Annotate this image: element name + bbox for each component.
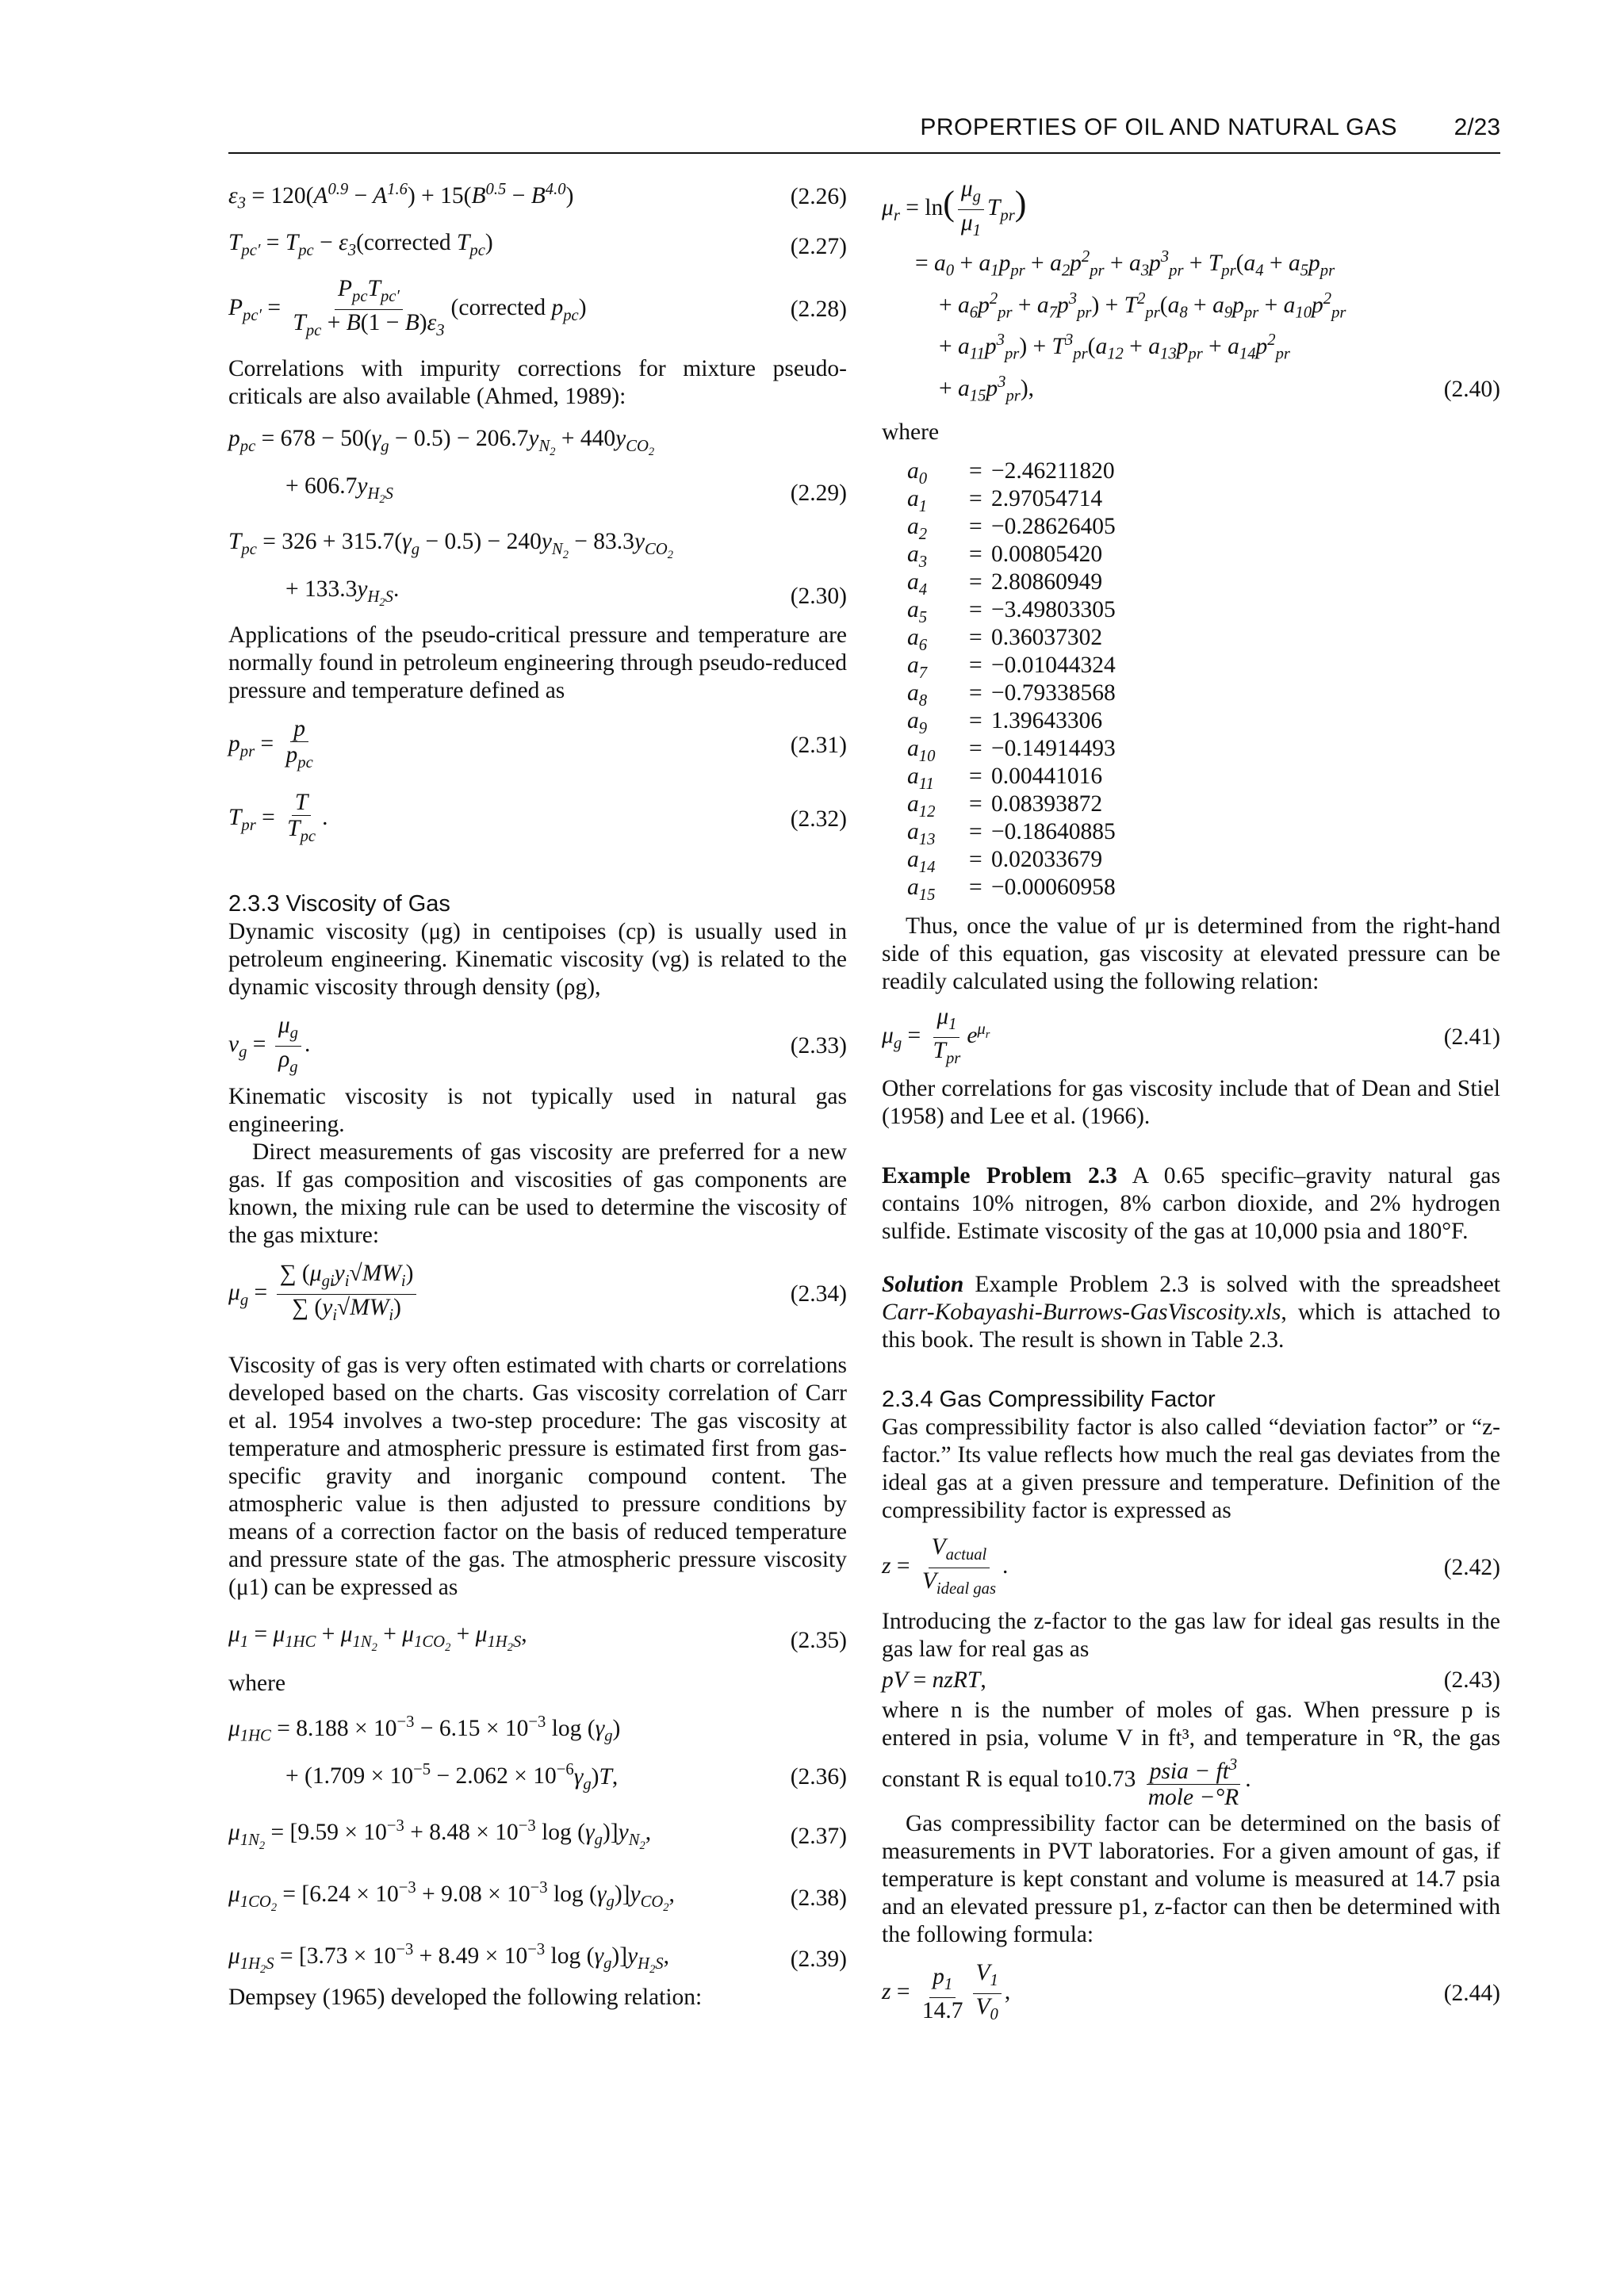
coefficient-value: −3.49803305 [991, 596, 1116, 622]
coefficient-value: 2.80860949 [991, 568, 1103, 595]
coefficient-row [907, 846, 1500, 874]
moles-text: where n is the number of moles of gas. When pressure p is entered in psia, volume V in ft³, and temperature in °R, the gas constant R is equal to10.73 [882, 1698, 1500, 1793]
equation-2-40-line3: + $a_6p^2_{pr} + a_7p^3_{pr}) + T^2_{pr}(a_8 + a_9p_{pr} + a_{10}p^2_{pr}$ [939, 289, 1346, 322]
equation-number: (2.30) [790, 583, 847, 609]
coefficient-name: $a_5$ [907, 596, 928, 626]
equation-number: (2.28) [790, 296, 847, 322]
equation-2-41: $\mu_g$ = $\frac{\mu_1}{T_{pr}}$ $e^{\mu_r}$ (2.41) [882, 1003, 1500, 1067]
equation-number: (2.34) [790, 1280, 847, 1307]
coefficient-name: $a_{11}$ [907, 763, 934, 793]
equals-sign: = [969, 763, 982, 789]
equals-sign: = [969, 457, 982, 484]
equals-sign: = [969, 790, 982, 817]
equation-number: (2.31) [790, 733, 847, 759]
where-label: where [882, 419, 940, 445]
coefficient-name: $a_0$ [907, 457, 928, 488]
coefficient-value: 0.08393872 [991, 790, 1103, 817]
example-problem-2-3 [882, 1162, 1500, 1246]
equation-2-37: $\mu_{1N_2} = [9.59 \times 10^{-3} + 8.48 \times 10^{-3}$ $\log (\gamma_g)]y_{N_2}$, (2.37) [228, 1817, 847, 1853]
equation-2-44: z = $\frac{p_1}{14.7}$ $\frac{V_1}{V_0}$ , (2.44) [882, 1960, 1500, 2023]
equation-2-32: $T_{pr}$ = $\frac{T}{T_{pc}}$ . (2.32) [228, 790, 847, 846]
coefficient-value: 0.02033679 [991, 846, 1103, 872]
solution-text-a: Example Problem 2.3 is solved with the spreadsheet [963, 1272, 1500, 1298]
paragraph-kinematic: Kinematic viscosity is not typically used in natural gas engineering. [228, 1084, 847, 1138]
equals-sign: = [969, 874, 982, 900]
coefficient-value: 0.00805420 [991, 541, 1103, 567]
coefficient-row [907, 513, 1500, 541]
paragraph-other-correlations: Other correlations for gas viscosity include that of Dean and Stiel (1958) and Lee et al. (1966). [882, 1076, 1500, 1130]
equation-2-33: $\nu_g$ = $\frac{\mu_g}{\rho_g}$ . (2.33) [228, 1013, 847, 1077]
coefficient-row [907, 568, 1500, 599]
coefficient-name: $a_{10}$ [907, 735, 936, 765]
equation-2-26: $\varepsilon_3 = 120(A^{0.9} - A^{1.6}) + 15(B^{0.5} - B^{4.0})$ (2.26) [228, 181, 847, 212]
coefficient-value: 0.00441016 [991, 763, 1103, 789]
equals-sign: = [969, 652, 982, 678]
coefficient-name: $a_9$ [907, 707, 928, 737]
paragraph-intro-z: Introducing the z-factor to the gas law for ideal gas results in the gas law for real gas as [882, 1609, 1500, 1663]
equation-2-28: $P_{pc'}$ = $\frac{P_{pc}T_{pc'}}{T_{pc} + B(1 - B)\varepsilon_3}$ (corrected $p_{pc}$) (2.28) [228, 275, 847, 339]
coefficient-value: 1.39643306 [991, 707, 1103, 733]
paragraph-moles: where n is the number of moles of gas. When pressure p is entered in psia, volume V in ft³, and temperature in °R, the gas constant R is equal to10.73 $\frac{psia - ft^3}{\text{mole −°R}}$ . [882, 1698, 1500, 1811]
paragraph-applications: Applications of the pseudo-critical pressure and temperature are normally found in petroleum engineering through pseudo-reduced pressure and temperature defined as [228, 622, 847, 704]
equation-number: (2.40) [1443, 376, 1500, 402]
coefficient-name: $a_2$ [907, 513, 928, 543]
right-column [882, 176, 1500, 2027]
coefficient-list [882, 457, 1500, 902]
equals-sign: = [969, 846, 982, 872]
equation-number: (2.33) [790, 1033, 847, 1059]
coefficient-name: $a_{13}$ [907, 818, 936, 848]
equation-2-34: $\mu_g$ = $\frac{\sum (\mu_{gi}y_i√MW_i)}{\sum (y_i√MW_i)}$ (2.34) [228, 1261, 847, 1324]
equation-2-29: $p_{pc} = 678 - 50(\gamma_g - 0.5) - 206.7y_{N_2} + 440y_{CO_2}$ [228, 426, 655, 459]
coefficient-row [907, 818, 1500, 846]
equation-2-36-cont: + $(1.709 \times 10^{-5} - 2.062 \times 10^{-6}\gamma_g)T$, (2.36) [285, 1761, 847, 1793]
equals-sign: = [969, 513, 982, 539]
coefficient-name: $a_3$ [907, 541, 928, 571]
coefficient-value: −0.79338568 [991, 679, 1116, 706]
coefficient-value: −0.00060958 [991, 874, 1116, 900]
equals-sign: = [969, 707, 982, 733]
coefficient-row [907, 596, 1500, 624]
equals-sign: = [969, 624, 982, 650]
coefficient-row [907, 790, 1500, 821]
coefficient-row [907, 541, 1500, 571]
equation-number: (2.41) [1443, 1024, 1500, 1050]
coefficient-name: $a_7$ [907, 652, 928, 682]
equals-sign: = [969, 541, 982, 567]
coefficient-row [907, 457, 1500, 488]
equation-2-31: $p_{pr}$ = $\frac{p}{p_{pc}}$ (2.31) [228, 716, 847, 772]
paragraph-pvt: Gas compressibility factor can be determined on the basis of measurements in PVT laboratories. For a given amount of gas, if temperature is kept constant and volume is measured at 14.7 psia and an elevated pressure p1, z-factor can then be determined with the following formula: [882, 1811, 1500, 1948]
equation-2-29-cont: + $606.7y_{H_2S}$ (2.29) [285, 473, 847, 507]
spreadsheet-filename: Carr-Kobayashi-Burrows-GasViscosity.xls [882, 1300, 1281, 1326]
left-column [228, 176, 847, 2012]
equation-number: (2.32) [790, 806, 847, 833]
coefficient-name: $a_4$ [907, 568, 928, 599]
equation-number: (2.44) [1443, 1980, 1500, 2006]
coefficient-value: −0.28626405 [991, 513, 1116, 539]
coefficient-row [907, 763, 1500, 793]
coefficient-name: $a_{14}$ [907, 846, 936, 876]
paragraph-impurity: Correlations with impurity corrections for mixture pseudo-criticals are also available (Ahmed, 1989): [228, 356, 847, 410]
coefficient-name: $a_{15}$ [907, 874, 936, 904]
equation-number: (2.42) [1443, 1555, 1500, 1581]
coefficient-row [907, 735, 1500, 763]
coefficient-value: −2.46211820 [991, 457, 1115, 484]
coefficient-value: −0.14914493 [991, 735, 1116, 761]
coefficient-row [907, 874, 1500, 902]
example-text: A 0.65 specific–gravity natural gas contains 10% nitrogen, 8% carbon dioxide, and 2% hydrogen sulfide. Estimate viscosity of the gas at 10,000 psia and 180°F. [882, 1163, 1501, 1245]
header-title: PROPERTIES OF OIL AND NATURAL GAS [920, 114, 1397, 140]
coefficient-value: 2.97054714 [991, 485, 1103, 511]
equals-sign: = [969, 485, 982, 511]
solution-text-b: , which is attached to this book. The result is shown in Table 2.3. [882, 1300, 1500, 1353]
coefficient-value: 0.36037302 [991, 624, 1103, 650]
equation-2-40-line2: = $a_0 + a_1p_{pr} + a_2p^2_{pr} + a_3p^3_{pr} + T_{pr}(a_4 + a_5p_{pr}$ [915, 247, 1335, 280]
equation-number: (2.37) [790, 1823, 847, 1849]
equation-number: (2.38) [790, 1885, 847, 1911]
where-label: where [228, 1670, 286, 1696]
equation-2-27: $T_{pc'} = T_{pc}$ − $\varepsilon_3(corrected$ $T_{pc}$) (2.27) [228, 229, 847, 259]
solution-paragraph [882, 1271, 1500, 1354]
equals-sign: = [969, 596, 982, 622]
example-label: Example Problem 2.3 [882, 1163, 1117, 1189]
paragraph-direct-measurements: Direct measurements of gas viscosity are preferred for a new gas. If gas composition and viscosities of gas components are known, the mixing rule can be used to determine the viscosity of the gas mixture: [228, 1139, 847, 1249]
coefficient-value: −0.18640885 [991, 818, 1116, 844]
equation-2-38: $\mu_{1CO_2} = [6.24 \times 10^{-3} + 9.08 \times 10^{-3}$ $\log (\gamma_g)]y_{CO_2}$, (2.38) [228, 1879, 847, 1914]
coefficient-name: $a_8$ [907, 679, 928, 710]
equals-sign: = [969, 735, 982, 761]
paragraph-dynamic-viscosity: Dynamic viscosity (μg) in centipoises (cp) is usually used in petroleum engineering. Kinematic viscosity (νg) is related to the dynamic viscosity through density (ρg), [228, 919, 847, 1001]
coefficient-name: $a_{12}$ [907, 790, 936, 821]
header-page-number: 2/23 [1454, 114, 1500, 140]
paragraph-zfactor: Gas compressibility factor is also called “deviation factor” or “z-factor.” Its value reflects how much the real gas deviates from the ideal gas at a given pressure and temperature. Definition of the compressibility factor is expressed as [882, 1414, 1500, 1524]
coefficient-row [907, 707, 1500, 735]
equation-2-35: $\mu_1 = \mu_{1HC} + \mu_{1N_2} + \mu_{1CO_2} + \mu_{1H_2S}$, (2.35) [228, 1621, 847, 1654]
equation-2-39: $\mu_{1H_2S} = [3.73 \times 10^{-3} + 8.49 \times 10^{-3}$ $\log (\gamma_g)]y_{H_2S}$, (2.39) [228, 1940, 847, 1976]
equation-number: (2.27) [790, 233, 847, 259]
equation-2-30: $T_{pc} = 326 + 315.7(\gamma_g - 0.5) - 240y_{N_2} - 83.3y_{CO_2}$ [228, 529, 673, 562]
coefficient-value: −0.01044324 [991, 652, 1116, 678]
equation-number: (2.26) [790, 183, 847, 209]
paragraph-charts: Viscosity of gas is very often estimated with charts or correlations developed based on the charts. Gas viscosity correlation of Carr et al. 1954 involves a two-step procedure: The gas viscosity at temperature and atmospheric pressure is estimated first from gas-specific gravity and inorganic compound content. The atmospheric value is then adjusted to pressure conditions by means of a correction factor on the basis of reduced temperature and pressure state of the gas. The atmospheric pressure viscosity (μ1) can be expressed as [228, 1352, 847, 1600]
equation-number: (2.36) [790, 1764, 847, 1790]
coefficient-row [907, 485, 1500, 513]
running-header [228, 111, 1500, 154]
equals-sign: = [969, 568, 982, 595]
equals-sign: = [969, 679, 982, 706]
equation-2-43: pV = nzRT, (2.43) [882, 1667, 1500, 1693]
coefficient-name: $a_6$ [907, 624, 928, 654]
equation-number: (2.39) [790, 1947, 847, 1973]
equation-2-36: $\mu_{1HC} = 8.188 \times 10^{-3} - 6.15 \times 10^{-3}$ $\log (\gamma_g)$ [228, 1713, 621, 1745]
equation-number: (2.29) [790, 480, 847, 506]
equation-2-40-line5: + $a_{15}p^3_{pr}$), (2.40) [939, 373, 1500, 405]
section-heading-2-3-4: 2.3.4 Gas Compressibility Factor [882, 1387, 1216, 1413]
equals-sign: = [969, 818, 982, 844]
equation-2-40-line4: + $a_{11}p^3_{pr}) + T^3_{pr}(a_{12} + a_{13}p_{pr} + a_{14}p^2_{pr}$ [939, 331, 1290, 363]
coefficient-row [907, 652, 1500, 682]
coefficient-name: $a_1$ [907, 485, 928, 515]
coefficient-row [907, 679, 1500, 710]
equation-number: (2.43) [1443, 1667, 1500, 1693]
paragraph-thus: Thus, once the value of μr is determined from the right-hand side of this equation, gas viscosity at elevated pressure can be readily calculated using the following relation: [882, 913, 1500, 994]
paragraph-dempsey: Dempsey (1965) developed the following relation: [228, 1984, 703, 2010]
section-heading-2-3-3: 2.3.3 Viscosity of Gas [228, 891, 450, 917]
gas-constant-units: $\frac{psia - ft^3}{\text{mole −°R}}$ [1145, 1752, 1242, 1810]
equation-number: (2.35) [790, 1628, 847, 1654]
equation-2-42: z = $\frac{V_{actual}}{V_{ideal gas}}$ . (2.42) [882, 1534, 1500, 1598]
coefficient-row [907, 624, 1500, 652]
equation-2-30-cont: + $133.3y_{H_2S}$. (2.30) [285, 576, 847, 610]
equation-2-40: $\mu_r = \ln$( $\frac{\mu_g}{\mu_1}$ $T_{pr}$) [882, 176, 1027, 239]
solution-label: Solution [882, 1272, 964, 1298]
